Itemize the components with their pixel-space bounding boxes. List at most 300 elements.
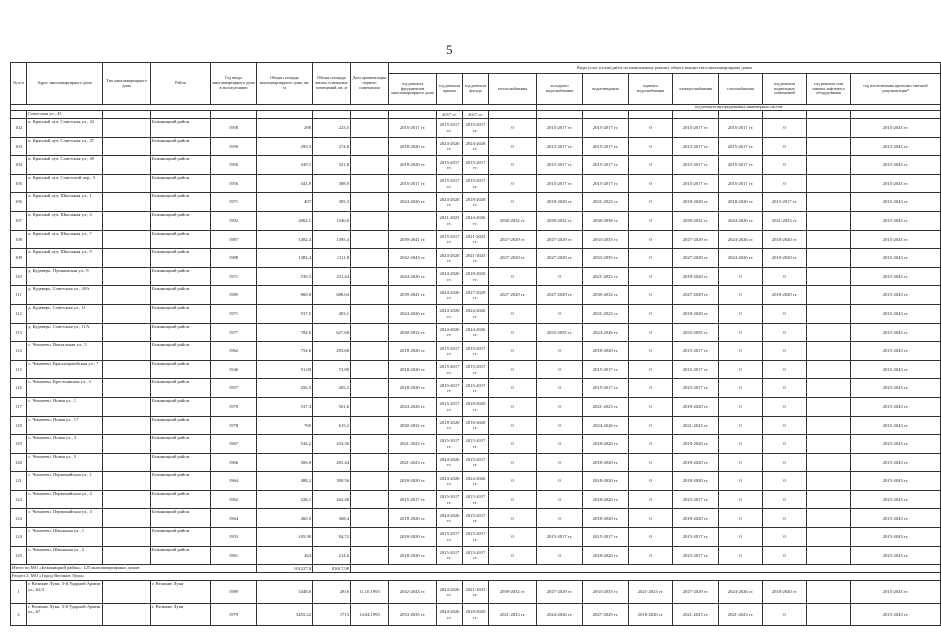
cell-elevator — [807, 342, 851, 361]
table-row — [11, 416, 941, 435]
cell-hot-water: 2021-2023 гг. — [629, 581, 673, 604]
cell-num: 103 — [11, 137, 27, 156]
cell-area-mkd: 460,5 — [257, 509, 313, 528]
cell-basement: 0 — [763, 603, 807, 626]
cell-heat: 0 — [489, 304, 537, 323]
cell-heat: 0 — [489, 416, 537, 435]
cell-address: с. Чихачево, Первомайская ул., 3 — [27, 509, 103, 528]
cell-area-living: 688,64 — [313, 286, 351, 305]
cell-facade: 2024-2026 гг. — [463, 323, 489, 342]
cell-privatization — [351, 267, 389, 286]
cell-type — [103, 435, 151, 454]
cell-area-living: 403,1 — [313, 304, 351, 323]
cell-design-docs: 2015-2043 гг. — [851, 397, 941, 416]
table-row — [11, 490, 941, 509]
cell-hot-water: 0 — [629, 156, 673, 175]
cell-facade: 2015-2017 гг. — [463, 528, 489, 547]
cell-area-mkd: 539,3 — [257, 267, 313, 286]
cell-electric: 2015-2017 гг. — [673, 528, 719, 547]
cell-heat: 0 — [489, 472, 537, 491]
cell-sewer: 2024-2026 гг. — [583, 416, 629, 435]
table-row-total — [11, 565, 941, 573]
cell-sewer: 2018-2020 гг. — [583, 435, 629, 454]
cell-basement: 0 — [763, 304, 807, 323]
cell-basement: 0 — [763, 267, 807, 286]
table-row-continued — [11, 111, 941, 119]
cell-electric: 2018-2020 гг. — [673, 267, 719, 286]
cell-num: 107 — [11, 211, 27, 230]
table-row — [11, 472, 941, 491]
cell-type — [103, 342, 151, 361]
cell-year: 1964 — [211, 509, 257, 528]
cell-design-docs: 2015-2043 гг. — [851, 360, 941, 379]
cell-hot-water: 0 — [629, 286, 673, 305]
cell-address: с. Чихачево, Новая ул., 5 — [27, 453, 103, 472]
cell-area-mkd: 769 — [257, 416, 313, 435]
cell-num: 104 — [11, 156, 27, 175]
cell-area-mkd: 328,1 — [257, 490, 313, 509]
cell-sewer: 2021-2023 гг. — [583, 267, 629, 286]
cell-design-docs: 2015-2043 гг. — [851, 267, 941, 286]
cell-hot-water: 0 — [629, 397, 673, 416]
cell-area-mkd: 754,6 — [257, 342, 313, 361]
table-row — [11, 230, 941, 249]
cell-type — [103, 379, 151, 398]
cell-gas: 0 — [719, 416, 763, 435]
cell-year: 1962 — [211, 342, 257, 361]
cell-area-living: 431,44 — [313, 267, 351, 286]
cell-address: с. Чихачево, Новая ул., 3 — [27, 435, 103, 454]
cell-sewer: 2021-2023 гг. — [583, 193, 629, 212]
cell-district: Бежаницкий район — [151, 435, 211, 454]
cell-area-mkd: 407 — [257, 193, 313, 212]
cell-facade: 2021-2023 гг. — [463, 581, 489, 604]
cell-gas: 0 — [719, 397, 763, 416]
cell-address: с. Чихачево, Вокзальная ул., 5 — [27, 342, 103, 361]
cell-num: 105 — [11, 174, 27, 193]
cell-year: 1985 — [211, 286, 257, 305]
cell-type — [103, 230, 151, 249]
cell-heat: 0 — [489, 323, 537, 342]
cell-address: д. Кудеверь, Советская ул., 20А — [27, 286, 103, 305]
cell-district: Бежаницкий район — [151, 342, 211, 361]
cell-area-living: 321,8 — [313, 156, 351, 175]
cell-privatization — [351, 174, 389, 193]
cell-heat: 0 — [489, 119, 537, 138]
cell-roof: 2018-2020 гг. — [437, 416, 463, 435]
cell-elevator — [807, 416, 851, 435]
cell-hot-water: 0 — [629, 137, 673, 156]
cell-sewer: 2018-2020 гг. — [583, 509, 629, 528]
cell-gas: 0 — [719, 323, 763, 342]
cell-fund: 2030-2032 гг. — [389, 323, 437, 342]
cell-type — [103, 156, 151, 175]
cell-type — [103, 304, 151, 323]
cell-fund: 2015-2017 гг. — [389, 490, 437, 509]
cell-electric: 2027-2029 гг. — [673, 286, 719, 305]
cell-type — [103, 323, 151, 342]
cell-roof: 2024-2026 гг. — [437, 193, 463, 212]
cell-design-docs: 2015-2043 гг. — [851, 453, 941, 472]
cell-district: Бежаницкий район — [151, 453, 211, 472]
cell-area-mkd: 298 — [257, 119, 313, 138]
cell-roof: 2015-2017 гг. — [437, 379, 463, 398]
cell-roof: 2015-2017 гг. — [437, 435, 463, 454]
cell-area-living: 1111,8 — [313, 249, 351, 268]
cell-fund: 2039-2041 гг. — [389, 230, 437, 249]
cell-area-living: 615,2 — [313, 416, 351, 435]
cell-elevator — [807, 156, 851, 175]
col-header-gas: газоснабжения — [719, 74, 763, 105]
cell-heat: 0 — [489, 379, 537, 398]
cell-design-docs: 2015-2043 гг. — [851, 528, 941, 547]
cell-gas: 2015-2017 гг. — [719, 156, 763, 175]
cell-electric: 2015-2017 гг. — [673, 360, 719, 379]
col-header-type: Тип многоквартирного дома — [103, 63, 151, 105]
table-row — [11, 211, 941, 230]
cell-district: Бежаницкий район — [151, 546, 211, 565]
cell-gas: 2015-2017 гг. — [719, 119, 763, 138]
cell-hot-water: 0 — [629, 528, 673, 547]
cell-year: 1989 — [211, 581, 257, 604]
cell-electric: 2033-2035 гг. — [673, 323, 719, 342]
cell-heat: 0 — [489, 137, 537, 156]
cell-electric: 2021-2023 гг. — [673, 603, 719, 626]
cell-district: Бежаницкий район — [151, 156, 211, 175]
cell-elevator — [807, 581, 851, 604]
table-row — [11, 342, 941, 361]
cell-facade: 2021-2023 гг. — [463, 249, 489, 268]
cell-basement: 0 — [763, 546, 807, 565]
cell-basement: 0 — [763, 156, 807, 175]
systems-subheader: год ремонта внутридомовых инженерных систем — [537, 105, 941, 111]
cell-electric: 2018-2020 гг. — [673, 304, 719, 323]
cell-design-docs: 2015-2043 гг. — [851, 137, 941, 156]
cell-district: Бежаницкий район — [151, 137, 211, 156]
cell-electric: 2027-2029 гг. — [673, 249, 719, 268]
cell-num: 1 — [11, 581, 27, 604]
cell-privatization — [351, 453, 389, 472]
cell-area-mkd: 860,8 — [257, 286, 313, 305]
cell-area-mkd: 544,2 — [257, 435, 313, 454]
cell-gas: 0 — [719, 379, 763, 398]
col-header-works: Виды услуг и (или) работ по капитальному ремонту общего имущества в многоквартирных домах — [389, 63, 941, 74]
cell-hot-water: 0 — [629, 509, 673, 528]
cell-heat: 0 — [489, 342, 537, 361]
cell-facade: 2015-2017 гг. — [463, 360, 489, 379]
cell-roof: 2024-2026 гг. — [437, 472, 463, 491]
cell-num: 119 — [11, 435, 27, 454]
cell-roof: 2015-2017 гг. — [437, 528, 463, 547]
cell-roof: 2024-2026 гг. — [437, 249, 463, 268]
cell-sewer: 2018-2020 гг. — [583, 546, 629, 565]
cell-privatization — [351, 156, 389, 175]
cell-hot-water: 0 — [629, 230, 673, 249]
table-row — [11, 137, 941, 156]
cell-heat: 2021-2023 гг. — [489, 603, 537, 626]
col-header-num: № п/п — [11, 63, 27, 105]
table-row — [11, 435, 941, 454]
cell-roof: 2021-2023 гг. — [437, 211, 463, 230]
cell-electric: 2018-2020 гг. — [673, 435, 719, 454]
cell-facade: 2021-2023 гг. — [463, 230, 489, 249]
cell-elevator — [807, 397, 851, 416]
cell-area-living: 405,44 — [313, 453, 351, 472]
cell-elevator — [807, 119, 851, 138]
cell-electric: 2015-2017 гг. — [673, 119, 719, 138]
cell-year: 1978 — [211, 416, 257, 435]
cell-design-docs: 2015-2043 гг. — [851, 286, 941, 305]
col-header-elevator: год ремонта или замены лифтового оборудования — [807, 74, 851, 105]
cell-basement: 2018-2020 гг. — [763, 249, 807, 268]
cell-district: Бежаницкий район — [151, 416, 211, 435]
cell-design-docs: 2015-2043 гг. — [851, 119, 941, 138]
cell-privatization: 11.10.1993 — [351, 581, 389, 604]
cell-electric: 2015-2017 гг. — [673, 137, 719, 156]
cell-basement: 0 — [763, 397, 807, 416]
cell-heat: 0 — [489, 490, 537, 509]
cell-gas: 0 — [719, 342, 763, 361]
cell-sewer: 2033-2035 гг. — [583, 581, 629, 604]
cell-num: 118 — [11, 416, 27, 435]
cell-sewer: 2021-2023 гг. — [583, 397, 629, 416]
cell-elevator — [807, 360, 851, 379]
cell-roof: 2024-2026 гг. — [437, 453, 463, 472]
capital-repair-table-sheet — [10, 62, 928, 626]
cell-num: 113 — [11, 323, 27, 342]
cell-gas: 2021-2023 гг. — [719, 603, 763, 626]
cell-heat: 0 — [489, 156, 537, 175]
cell-elevator — [807, 528, 851, 547]
cell-gas: 0 — [719, 286, 763, 305]
cell-sewer: 2018-2020 гг. — [583, 453, 629, 472]
table-row — [11, 379, 941, 398]
cell-num: 125 — [11, 546, 27, 565]
cell-cold-water: 2015-2017 гг. — [537, 119, 583, 138]
cell-design-docs: 2015-2043 гг. — [851, 509, 941, 528]
col-header-sewer: водоотведения — [583, 74, 629, 105]
cell-roof: 2024-2026 гг. — [437, 323, 463, 342]
cell-heat: 0 — [489, 360, 537, 379]
cell-roof: 2015-2017 гг. — [437, 174, 463, 193]
cell-num: 115 — [11, 360, 27, 379]
cell-type — [103, 472, 151, 491]
cell-sewer: 2015-2017 гг. — [583, 137, 629, 156]
cell-area-mkd: 1482,4 — [257, 230, 313, 249]
cell-cold-water: 0 — [537, 416, 583, 435]
cell-facade: 2015-2017 гг. — [463, 509, 489, 528]
cell-design-docs: 2015-2043 гг. — [851, 379, 941, 398]
cell-type — [103, 137, 151, 156]
cell-year: 1953 — [211, 528, 257, 547]
cell-heat: 0 — [489, 509, 537, 528]
cell-facade: 2015-2017 гг. — [463, 453, 489, 472]
table-row — [11, 119, 941, 138]
cell-num: 120 — [11, 453, 27, 472]
cell-privatization — [351, 193, 389, 212]
cell-cold-water: 2015-2017 гг. — [537, 156, 583, 175]
total-area-mkd: 101227,0 — [257, 565, 313, 573]
cell-basement: 2015-2017 гг. — [763, 193, 807, 212]
cell-type — [103, 174, 151, 193]
cell-heat: 2039-2032 гг. — [489, 581, 537, 604]
cell-address: с. Чихачево, Новая ул., 1 — [27, 397, 103, 416]
table-row — [11, 397, 941, 416]
cell-facade: 2024-2026 гг. — [463, 304, 489, 323]
cell-area-living: 84,72 — [313, 528, 351, 547]
cell-facade: 2015-2017 гг. — [463, 342, 489, 361]
cell-electric: 2015-2017 гг. — [673, 174, 719, 193]
cell-address: п. Красный луч, Школьная ул., 9 — [27, 249, 103, 268]
cell-district: Бежаницкий район — [151, 528, 211, 547]
cell-area-living: 293,68 — [313, 342, 351, 361]
cell-electric: 2018-2020 гг. — [673, 453, 719, 472]
cell-area-living: 274,8 — [313, 137, 351, 156]
cell-fund: 2024-2026 гг. — [389, 267, 437, 286]
cell-fund — [389, 211, 437, 230]
cell-design-docs: 2015-2043 гг. — [851, 603, 941, 626]
cell-sewer: 2018-2020 гг. — [583, 472, 629, 491]
cell-elevator — [807, 211, 851, 230]
cell-privatization — [351, 211, 389, 230]
cell-area-living: 1713 — [313, 603, 351, 626]
cell-fund: 2015-2017 гг. — [389, 119, 437, 138]
cell-address: с. Чихачево, Школьная ул., 2 — [27, 546, 103, 565]
table-row — [11, 360, 941, 379]
table-row — [11, 193, 941, 212]
cell-electric: 2018-2020 гг. — [673, 472, 719, 491]
cell-basement: 0 — [763, 360, 807, 379]
cell-facade: 2018-2020 гг. — [463, 603, 489, 626]
cell-year: 1957 — [211, 379, 257, 398]
cell-cold-water: 0 — [537, 379, 583, 398]
cell-design-docs: 2015-2043 гг. — [851, 435, 941, 454]
cell-heat: 0 — [489, 528, 537, 547]
cell-address: Советская ул., 43 — [27, 111, 103, 119]
cell-basement: 0 — [763, 379, 807, 398]
cell-sewer: 2033-2035 гг. — [583, 249, 629, 268]
cell-fund: 2024-2026 гг. — [389, 193, 437, 212]
cell-year: 1958 — [211, 119, 257, 138]
cell-elevator — [807, 249, 851, 268]
cell-area-living: 433,36 — [313, 435, 351, 454]
cell-type — [103, 119, 151, 138]
cell-privatization — [351, 304, 389, 323]
cell-area-mkd: 488,2 — [257, 472, 313, 491]
cell-area-living: 262,48 — [313, 490, 351, 509]
cell-year: 1959 — [211, 137, 257, 156]
cell-privatization — [351, 416, 389, 435]
cell-address: д. Кудеверь, Советская ул., 11 — [27, 304, 103, 323]
cell-design-docs: 2015-2043 гг. — [851, 323, 941, 342]
cell-sewer: 2027-2029 гг. — [583, 603, 629, 626]
cell-fund: 2018-2020 гг. — [389, 360, 437, 379]
cell-basement: 2018-2020 гг. — [763, 286, 807, 305]
cell-facade: 2015-2017 гг. — [463, 546, 489, 565]
cell-year: 1961 — [211, 546, 257, 565]
cell-num: 116 — [11, 379, 27, 398]
cell-heat: 2027-2029 гг. — [489, 230, 537, 249]
cell-cold-water: 0 — [537, 490, 583, 509]
cell-fund: 2018-2020 гг. — [389, 156, 437, 175]
cell-num: 124 — [11, 528, 27, 547]
cell-design-docs: 2015-2043 гг. — [851, 490, 941, 509]
table-body — [11, 111, 941, 626]
cell-fund: 2018-2020 гг. — [389, 528, 437, 547]
cell-privatization — [351, 230, 389, 249]
cell-district: Бежаницкий район — [151, 323, 211, 342]
cell-cold-water: 0 — [537, 453, 583, 472]
cell-elevator — [807, 472, 851, 491]
cell-privatization — [351, 528, 389, 547]
cell-gas: 0 — [719, 472, 763, 491]
cell-hot-water: 0 — [629, 546, 673, 565]
cell-facade: 2018-2020 гг. — [463, 267, 489, 286]
cell-sewer: 2033-2035 гг. — [583, 230, 629, 249]
cell-area-living: 390,56 — [313, 472, 351, 491]
cell-basement: 0 — [763, 453, 807, 472]
cell-gas: 0 — [719, 453, 763, 472]
cell-basement: 0 — [763, 416, 807, 435]
cell-facade: 2024-2026 гг. — [463, 211, 489, 230]
cell-num: 123 — [11, 509, 27, 528]
cell-fund: 2018-2020 гг. — [389, 472, 437, 491]
cell-heat: 0 — [489, 453, 537, 472]
cell-num: 111 — [11, 286, 27, 305]
cell-fund: 2021-2023 гг. — [389, 453, 437, 472]
cell-fund: 2042-2043 гг. — [389, 249, 437, 268]
table-row — [11, 156, 941, 175]
col-header-year: Год ввода многоквартирного дома в эксплуатацию — [211, 63, 257, 105]
cell-type — [103, 360, 151, 379]
cell-num: 109 — [11, 249, 27, 268]
cell-facade: 2017 гг. — [463, 111, 489, 119]
cell-facade: 2018-2020 гг. — [463, 416, 489, 435]
cell-cold-water: 0 — [537, 472, 583, 491]
cell-privatization — [351, 249, 389, 268]
cell-heat: 0 — [489, 267, 537, 286]
table-row — [11, 509, 941, 528]
table-row — [11, 581, 941, 604]
cell-sewer: 2015-2017 гг. — [583, 174, 629, 193]
cell-year: 1971 — [211, 193, 257, 212]
cell-heat: 0 — [489, 546, 537, 565]
cell-year: 1971 — [211, 267, 257, 286]
cell-address: п. Красный луч, Школьная ул., 7 — [27, 230, 103, 249]
cell-electric: 2015-2017 гг. — [673, 546, 719, 565]
table-row — [11, 453, 941, 472]
cell-fund: 2018-2020 гг. — [389, 342, 437, 361]
table-row-section — [11, 573, 941, 581]
cell-roof: 2024-2026 гг. — [437, 267, 463, 286]
cell-sewer: 2015-2017 гг. — [583, 379, 629, 398]
cell-roof: 2015-2017 гг. — [437, 230, 463, 249]
table-row — [11, 323, 941, 342]
cell-address: с. Чихачево, Новая ул., 17 — [27, 416, 103, 435]
cell-area-mkd: 264 — [257, 546, 313, 565]
cell-design-docs: 2015-2043 гг. — [851, 581, 941, 604]
cell-heat: 0 — [489, 193, 537, 212]
cell-hot-water: 0 — [629, 304, 673, 323]
cell-heat: 0 — [489, 174, 537, 193]
cell-elevator — [807, 230, 851, 249]
cell-hot-water: 0 — [629, 435, 673, 454]
cell-gas: 0 — [719, 304, 763, 323]
cell-cold-water: 0 — [537, 509, 583, 528]
cell-elevator — [807, 509, 851, 528]
cell-num: 110 — [11, 267, 27, 286]
cell-heat: 0 — [489, 435, 537, 454]
